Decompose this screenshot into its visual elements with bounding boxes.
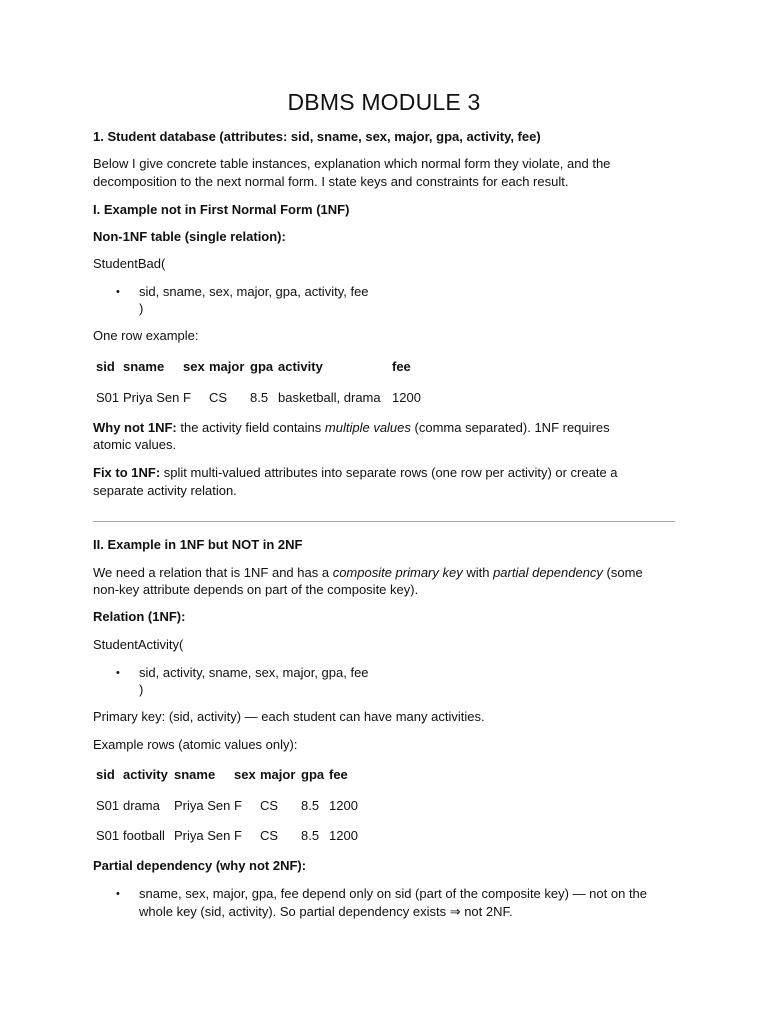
relation-close: ): [139, 682, 144, 697]
table-cell: 8.5: [301, 798, 320, 813]
emphasis: multiple values: [324, 420, 411, 435]
why-not-1nf-line-1: Why not 1NF: the activity field contains multiple values (comma separated). 1NF requires: [93, 420, 610, 435]
table-cell: F: [183, 390, 191, 405]
table-header-cell: activity: [123, 767, 168, 782]
intro-line-1: Below I give concrete table instances, explanation which normal form they violate, and the: [93, 156, 611, 171]
table-cell: Priya Sen: [123, 390, 180, 405]
emphasis: partial dependency: [493, 565, 603, 580]
table-cell: CS: [260, 828, 279, 843]
need-line-2: non-key attribute depends on part of the composite key).: [93, 582, 419, 597]
table-cell: Priya Sen: [174, 828, 231, 843]
table-cell: 8.5: [301, 828, 320, 843]
why-not-1nf-line-2: atomic values.: [93, 437, 177, 452]
bullet-icon: •: [116, 888, 120, 900]
table-header-cell: sid: [96, 359, 115, 374]
table-cell: 1200: [329, 798, 358, 813]
relation-1nf-label: Relation (1NF):: [93, 609, 186, 624]
table-header-cell: major: [209, 359, 245, 374]
table-header-cell: fee: [392, 359, 411, 374]
table-cell: basketball, drama: [278, 390, 381, 405]
table-cell: 1200: [392, 390, 421, 405]
need-line-1: We need a relation that is 1NF and has a composite primary key with partial dependency (some: [93, 565, 643, 580]
partial-dependency-heading: Partial dependency (why not 2NF):: [93, 858, 307, 873]
table-header-cell: fee: [329, 767, 348, 782]
table-header-cell: gpa: [301, 767, 325, 782]
table-header-cell: activity: [278, 359, 323, 374]
table-header-cell: major: [260, 767, 296, 782]
table-cell: CS: [260, 798, 279, 813]
section-1-subheading: Non-1NF table (single relation):: [93, 229, 286, 244]
table-header-cell: sname: [123, 359, 165, 374]
table-cell: F: [234, 798, 242, 813]
bullet-icon: •: [116, 667, 120, 679]
table-header-cell: sex: [234, 767, 256, 782]
fix-1nf-line-1: Fix to 1NF: split multi-valued attributes into separate rows (one row per activity) or create a: [93, 465, 618, 480]
table-cell: F: [234, 828, 242, 843]
table-cell: CS: [209, 390, 228, 405]
table-header-cell: gpa: [250, 359, 274, 374]
why-not-1nf-label: Why not 1NF:: [93, 420, 177, 435]
section-2-heading: II. Example in 1NF but NOT in 2NF: [93, 537, 303, 552]
relation-close: ): [139, 301, 144, 316]
table-cell: Priya Sen: [174, 798, 231, 813]
relation-attributes: sid, sname, sex, major, gpa, activity, fee: [139, 284, 369, 299]
table-cell: S01: [96, 390, 120, 405]
table-cell: football: [123, 828, 165, 843]
table-header-cell: sname: [174, 767, 216, 782]
fix-1nf-line-2: separate activity relation.: [93, 483, 237, 498]
section-1-heading: I. Example not in First Normal Form (1NF): [93, 202, 350, 217]
relation-attributes: sid, activity, sname, sex, major, gpa, fee: [139, 665, 369, 680]
primary-key-line: Primary key: (sid, activity) — each student can have many activities.: [93, 709, 485, 724]
table-cell: 1200: [329, 828, 358, 843]
example-rows-label: Example rows (atomic values only):: [93, 737, 298, 752]
table-cell: S01: [96, 798, 120, 813]
partial-dependency-line-1: sname, sex, major, gpa, fee depend only on sid (part of the composite key) — not on the: [139, 886, 648, 901]
table-header-cell: sex: [183, 359, 205, 374]
fix-1nf-label: Fix to 1NF:: [93, 465, 161, 480]
bullet-icon: •: [116, 286, 120, 298]
partial-dependency-line-2: whole key (sid, activity). So partial dependency exists ⇒ not 2NF.: [139, 904, 513, 919]
relation-open: StudentBad(: [93, 256, 166, 271]
table-header-cell: sid: [96, 767, 115, 782]
table-cell: drama: [123, 798, 160, 813]
emphasis: composite primary key: [332, 565, 463, 580]
table-cell: 8.5: [250, 390, 269, 405]
page-title: DBMS MODULE 3: [287, 89, 481, 115]
table-cell: S01: [96, 828, 120, 843]
intro-line-2: decomposition to the next normal form. I state keys and constraints for each result.: [93, 174, 569, 189]
row-example-label: One row example:: [93, 328, 199, 343]
question-heading: 1. Student database (attributes: sid, sname, sex, major, gpa, activity, fee): [93, 129, 541, 144]
section-divider: [93, 521, 675, 522]
relation-open: StudentActivity(: [93, 637, 184, 652]
